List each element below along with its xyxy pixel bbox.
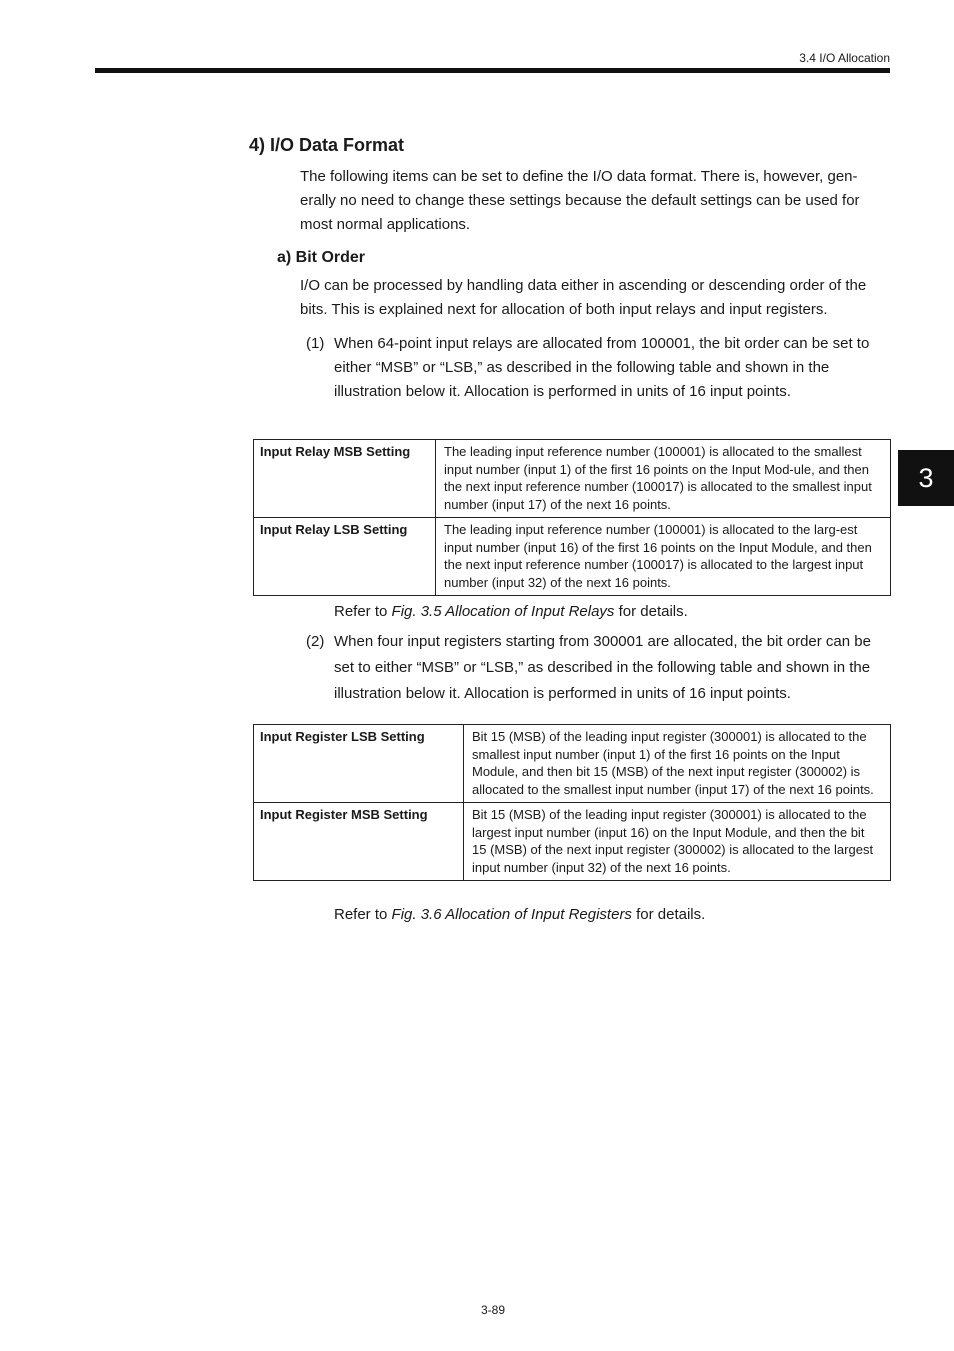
figure-link[interactable]: Fig. 3.6 Allocation of Input Registers	[391, 906, 632, 923]
table-cell-label: Input Relay LSB Setting	[254, 518, 436, 596]
table-cell-desc: Bit 15 (MSB) of the leading input register (300001) is allocated to the smallest input number (input 1) of the first 16 points on the Input Module, and then bit 15 (MSB) of the next input register (300002) is allocated to the smallest input number (input 17) of the next 16 points.	[464, 725, 891, 803]
table-row	[254, 440, 891, 518]
header-rule	[95, 68, 890, 73]
ref-prefix: Refer to	[334, 906, 392, 923]
ref-suffix: for details.	[631, 906, 706, 923]
table-cell-desc: Bit 15 (MSB) of the leading input register (300001) is allocated to the largest input number (input 16) on the Input Module, and then the bit 15 (MSB) of the next input register (300002) is allocated to the largest input number (input 32) of the next 16 points.	[464, 803, 891, 881]
table-cell-label: Input Relay MSB Setting	[254, 440, 436, 518]
chapter-tab: 3	[898, 450, 954, 506]
list-item-number: (2)	[306, 633, 325, 650]
figure-link[interactable]: Fig. 3.5 Allocation of Input Relays	[391, 603, 615, 620]
figure-reference-2	[334, 906, 705, 923]
page-number: 3-89	[480, 1303, 506, 1317]
table-cell-label: Input Register LSB Setting	[254, 725, 464, 803]
subsection-title: a) Bit Order	[277, 249, 366, 266]
ref-prefix: Refer to	[334, 603, 392, 620]
table-row	[254, 803, 891, 881]
input-register-table	[253, 724, 891, 881]
figure-reference-1	[334, 603, 688, 620]
list-item-number: (1)	[306, 335, 325, 352]
table-row	[254, 725, 891, 803]
table-cell-desc: The leading input reference number (100001) is allocated to the larg-est input number (input 16) of the first 16 points on the Input Module, and then the next input reference number (100017) is allocated to the largest input number (input 32) of the next 16 points.	[436, 518, 891, 596]
ref-suffix: for details.	[614, 603, 688, 620]
running-header: 3.4 I/O Allocation	[799, 51, 890, 65]
table-row	[254, 518, 891, 596]
bit-order-text: I/O can be processed by handling data either in ascending or descending order of the bits. This is explained next for allocation of both input relays and input registers.	[300, 277, 867, 318]
list-item-text: When 64-point input relays are allocated from 100001, the bit order can be set to either “MSB” or “LSB,” as described in the following table and shown in the illustration below it. Allocation is performed in units of 16 input points.	[334, 335, 870, 400]
table-cell-desc: The leading input reference number (100001) is allocated to the smallest input number (input 1) of the first 16 points on the Input Mod-ule, and then the next input reference number (100017) is allocated to the smallest input number (input 17) of the next 16 points.	[436, 440, 891, 518]
input-relay-table	[253, 439, 891, 596]
table-cell-label: Input Register MSB Setting	[254, 803, 464, 881]
list-item-1	[306, 332, 892, 404]
section-intro: The following items can be set to define the I/O data format. There is, however, gen-erally no need to change these settings because the default settings can be used for most normal applications.	[300, 168, 860, 233]
list-item-2	[306, 629, 892, 707]
list-item-text: When four input registers starting from 300001 are allocated, the bit order can be set to either “MSB” or “LSB,” as described in the following table and shown in the illustration below it. Allocation is performed in units of 16 input points.	[334, 633, 871, 702]
section-title: 4) I/O Data Format	[249, 135, 405, 155]
